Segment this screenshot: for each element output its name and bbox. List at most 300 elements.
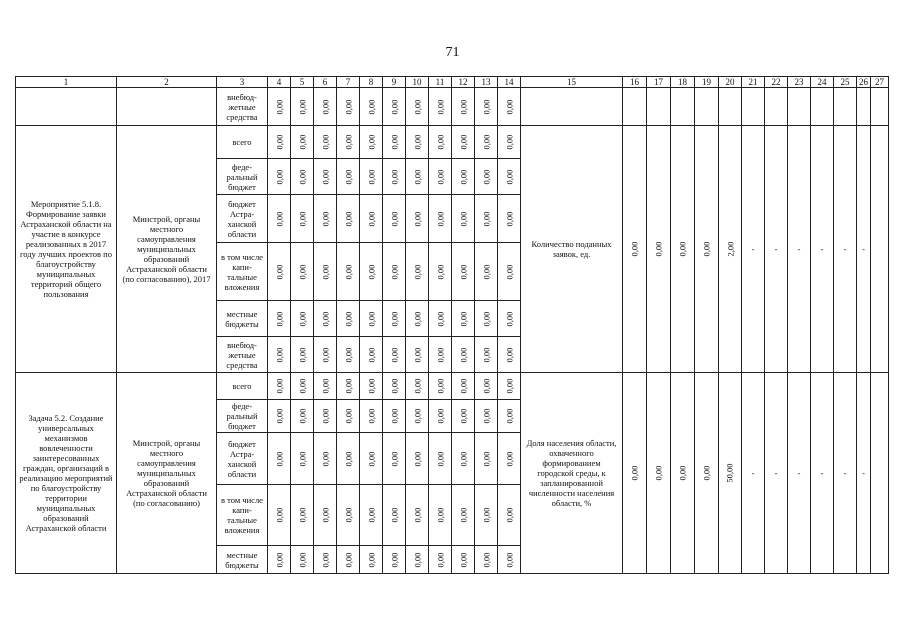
value-cell <box>268 337 291 373</box>
value-zero: 0,00 <box>389 451 399 466</box>
value-zero: 0,00 <box>458 264 468 279</box>
dash-mark: - <box>843 468 847 478</box>
value-cell <box>429 337 452 373</box>
row-type <box>217 195 268 243</box>
value-cell <box>498 485 521 546</box>
value-zero: 0,00 <box>435 311 445 326</box>
value-zero: 0,00 <box>481 507 491 523</box>
dash-cell <box>857 373 871 574</box>
value-zero: 0,00 <box>320 211 330 226</box>
value-zero: 0,00 <box>458 347 468 362</box>
target-cell <box>623 373 647 574</box>
value-cell <box>498 433 521 485</box>
value-cell <box>383 243 406 301</box>
value-cell <box>475 485 498 546</box>
value-cell <box>383 195 406 243</box>
value-zero: 0,00 <box>297 378 307 394</box>
value-cell <box>314 301 337 337</box>
value-zero: 0,00 <box>504 378 514 394</box>
value-cell <box>337 337 360 373</box>
value-zero: 0,00 <box>297 99 307 114</box>
value-zero: 0,00 <box>343 311 353 326</box>
value-cell <box>268 301 291 337</box>
dash-mark: - <box>774 244 778 254</box>
target-cell <box>647 126 671 373</box>
value-cell <box>452 337 475 373</box>
value-zero: 0,00 <box>343 378 353 394</box>
value-cell <box>475 195 498 243</box>
value-zero: 0,00 <box>320 347 330 362</box>
value-cell <box>314 337 337 373</box>
row-type <box>217 373 268 400</box>
row-type <box>217 159 268 195</box>
value-cell <box>360 243 383 301</box>
value-cell <box>475 433 498 485</box>
table-row <box>16 88 889 126</box>
value-cell <box>429 400 452 433</box>
value-zero: 0,00 <box>297 347 307 362</box>
value-cell <box>291 373 314 400</box>
row-type-label: в том числе капи-тальные вложения <box>221 495 263 535</box>
target-cell <box>647 373 671 574</box>
value-cell <box>406 301 429 337</box>
indicator-text: Количество поданных заявок, ед. <box>531 239 612 259</box>
activity-text: Мероприятие 5.1.8. Формирование заявки Астраханской области на участие в конкурсе реализованных в 2017 году лучших проектов по благоустройству муниципальных территорий общего пользования <box>20 199 112 299</box>
target-value: 0,00 <box>701 465 712 481</box>
value-cell <box>452 88 475 126</box>
value-zero: 0,00 <box>274 134 284 150</box>
value-zero: 0,00 <box>435 347 445 362</box>
value-cell <box>452 243 475 301</box>
empty-cell <box>871 373 889 574</box>
column-header: 18 <box>671 77 695 88</box>
value-cell <box>337 88 360 126</box>
value-cell <box>291 485 314 546</box>
dash-mark: - <box>843 244 847 254</box>
value-cell <box>383 485 406 546</box>
column-header: 9 <box>383 77 406 88</box>
value-zero: 0,00 <box>297 264 307 279</box>
dash-cell <box>788 126 811 373</box>
column-header: 14 <box>498 77 521 88</box>
value-zero: 0,00 <box>435 211 445 226</box>
column-header: 23 <box>788 77 811 88</box>
value-cell <box>268 243 291 301</box>
empty-cell <box>857 88 871 126</box>
value-zero: 0,00 <box>481 451 491 466</box>
value-cell <box>314 485 337 546</box>
value-zero: 0,00 <box>274 378 284 394</box>
value-zero: 0,00 <box>435 264 445 279</box>
column-header: 15 <box>521 77 623 88</box>
value-zero: 0,00 <box>458 99 468 114</box>
value-cell <box>268 88 291 126</box>
column-header: 22 <box>765 77 788 88</box>
value-cell <box>268 433 291 485</box>
empty-cell <box>623 88 647 126</box>
value-zero: 0,00 <box>297 507 307 523</box>
value-zero: 0,00 <box>366 169 376 184</box>
value-zero: 0,00 <box>320 134 330 150</box>
value-cell <box>314 373 337 400</box>
value-zero: 0,00 <box>481 169 491 184</box>
value-cell <box>498 195 521 243</box>
value-cell <box>383 301 406 337</box>
dash-mark: - <box>862 468 865 478</box>
value-zero: 0,00 <box>366 99 376 114</box>
value-cell <box>383 126 406 159</box>
dash-cell <box>857 126 871 373</box>
value-cell <box>291 126 314 159</box>
dash-cell <box>742 373 765 574</box>
target-value: 0,00 <box>701 241 712 257</box>
value-zero: 0,00 <box>458 378 468 394</box>
value-cell <box>475 546 498 574</box>
value-zero: 0,00 <box>366 451 376 466</box>
value-cell <box>475 88 498 126</box>
value-zero: 0,00 <box>504 99 514 114</box>
value-cell <box>406 195 429 243</box>
empty-cell <box>765 88 788 126</box>
column-header: 12 <box>452 77 475 88</box>
value-cell <box>360 301 383 337</box>
column-header: 4 <box>268 77 291 88</box>
value-cell <box>360 88 383 126</box>
empty-cell <box>871 88 889 126</box>
executor-text: Минстрой, органы местного самоуправления муниципальных образований Астраханской области (по согласованию) <box>126 438 207 508</box>
value-zero: 0,00 <box>389 552 399 567</box>
value-zero: 0,00 <box>320 169 330 184</box>
target-value: 0,00 <box>653 241 664 257</box>
value-zero: 0,00 <box>504 507 514 523</box>
value-zero: 0,00 <box>343 134 353 150</box>
value-zero: 0,00 <box>435 507 445 523</box>
budget-table <box>15 76 889 574</box>
value-zero: 0,00 <box>320 264 330 279</box>
row-type <box>217 546 268 574</box>
value-zero: 0,00 <box>343 347 353 362</box>
value-cell <box>429 485 452 546</box>
value-zero: 0,00 <box>481 264 491 279</box>
dash-mark: - <box>751 468 755 478</box>
dash-cell <box>811 373 834 574</box>
value-zero: 0,00 <box>481 134 491 150</box>
column-header: 11 <box>429 77 452 88</box>
value-cell <box>452 159 475 195</box>
value-cell <box>429 433 452 485</box>
value-cell <box>498 88 521 126</box>
value-cell <box>452 373 475 400</box>
row-type <box>217 433 268 485</box>
value-zero: 0,00 <box>389 408 399 424</box>
value-zero: 0,00 <box>412 311 422 326</box>
dash-mark: - <box>797 244 801 254</box>
row-type-label: местные бюджеты <box>225 308 259 329</box>
empty-cell <box>811 88 834 126</box>
value-zero: 0,00 <box>412 408 422 424</box>
value-cell <box>291 301 314 337</box>
executor-cell <box>117 126 217 373</box>
value-cell <box>291 433 314 485</box>
value-zero: 0,00 <box>343 211 353 226</box>
value-cell <box>452 485 475 546</box>
activity-cell <box>16 126 117 373</box>
value-cell <box>406 126 429 159</box>
value-zero: 0,00 <box>297 552 307 567</box>
target-value: 0,00 <box>677 241 688 257</box>
value-cell <box>268 126 291 159</box>
row-type-label: феде-ральный бюджет <box>226 161 258 192</box>
value-cell <box>406 433 429 485</box>
value-cell <box>498 337 521 373</box>
value-zero: 0,00 <box>412 169 422 184</box>
row-type-label: внебюд-жетные средства <box>226 91 258 122</box>
value-zero: 0,00 <box>458 311 468 326</box>
value-zero: 0,00 <box>435 451 445 466</box>
value-cell <box>360 195 383 243</box>
value-cell <box>337 373 360 400</box>
value-zero: 0,00 <box>366 311 376 326</box>
value-zero: 0,00 <box>435 552 445 567</box>
value-cell <box>498 126 521 159</box>
value-zero: 0,00 <box>343 408 353 424</box>
value-zero: 0,00 <box>366 134 376 150</box>
indicator-cell <box>521 373 623 574</box>
value-zero: 0,00 <box>320 507 330 523</box>
column-header: 1 <box>16 77 117 88</box>
value-cell <box>383 88 406 126</box>
row-type <box>217 485 268 546</box>
value-cell <box>475 126 498 159</box>
value-cell <box>314 159 337 195</box>
value-zero: 0,00 <box>504 134 514 150</box>
dash-cell <box>834 126 857 373</box>
target-value: 0,00 <box>653 465 664 481</box>
empty-cell <box>834 88 857 126</box>
target-cell <box>695 126 719 373</box>
value-cell <box>429 126 452 159</box>
target-value: 50,00 <box>725 463 735 483</box>
dash-mark: - <box>751 244 755 254</box>
value-zero: 0,00 <box>297 408 307 424</box>
value-cell <box>498 301 521 337</box>
value-zero: 0,00 <box>366 264 376 279</box>
value-zero: 0,00 <box>412 378 422 394</box>
header-row <box>16 77 889 88</box>
value-zero: 0,00 <box>274 169 284 184</box>
value-zero: 0,00 <box>458 408 468 424</box>
empty-cell <box>788 88 811 126</box>
target-cell <box>671 373 695 574</box>
value-zero: 0,00 <box>320 552 330 567</box>
value-cell <box>475 337 498 373</box>
value-zero: 0,00 <box>481 378 491 394</box>
column-header: 16 <box>623 77 647 88</box>
dash-cell <box>765 126 788 373</box>
value-cell <box>406 373 429 400</box>
value-cell <box>452 301 475 337</box>
value-cell <box>429 546 452 574</box>
value-cell <box>268 159 291 195</box>
value-zero: 0,00 <box>274 311 284 326</box>
value-cell <box>337 301 360 337</box>
table-row <box>16 126 889 159</box>
value-cell <box>337 195 360 243</box>
value-cell <box>337 159 360 195</box>
value-cell <box>429 243 452 301</box>
value-zero: 0,00 <box>412 134 422 150</box>
column-header: 24 <box>811 77 834 88</box>
row-type-label: феде-ральный бюджет <box>226 401 258 431</box>
column-header: 3 <box>217 77 268 88</box>
value-cell <box>383 373 406 400</box>
activity-text: Задача 5.2. Создание универсальных механизмов вовлеченности заинтересованных граждан, организаций в реализацию мероприятий по благоустройству территории муниципальных образований Астраханской области <box>19 413 113 533</box>
value-cell <box>337 400 360 433</box>
value-cell <box>360 400 383 433</box>
value-zero: 0,00 <box>274 211 284 226</box>
value-cell <box>406 485 429 546</box>
value-zero: 0,00 <box>389 134 399 150</box>
value-zero: 0,00 <box>481 211 491 226</box>
value-zero: 0,00 <box>320 99 330 114</box>
target-cell <box>695 373 719 574</box>
row-type <box>217 126 268 159</box>
value-zero: 0,00 <box>481 311 491 326</box>
value-cell <box>498 243 521 301</box>
column-header: 26 <box>857 77 871 88</box>
value-cell <box>406 337 429 373</box>
value-zero: 0,00 <box>343 552 353 567</box>
empty-cell <box>647 88 671 126</box>
value-cell <box>360 373 383 400</box>
value-zero: 0,00 <box>274 408 284 424</box>
value-zero: 0,00 <box>366 507 376 523</box>
column-header: 6 <box>314 77 337 88</box>
value-cell <box>314 400 337 433</box>
dash-cell <box>834 373 857 574</box>
value-cell <box>475 400 498 433</box>
value-zero: 0,00 <box>458 211 468 226</box>
value-cell <box>337 546 360 574</box>
value-cell <box>291 195 314 243</box>
column-header: 2 <box>117 77 217 88</box>
row-type-label: в том числе капи-тальные вложения <box>221 251 263 292</box>
value-zero: 0,00 <box>504 552 514 567</box>
column-header: 25 <box>834 77 857 88</box>
value-zero: 0,00 <box>389 264 399 279</box>
dash-mark: - <box>820 244 824 254</box>
column-header: 5 <box>291 77 314 88</box>
value-cell <box>314 88 337 126</box>
value-zero: 0,00 <box>458 134 468 150</box>
value-zero: 0,00 <box>504 408 514 424</box>
value-zero: 0,00 <box>343 264 353 279</box>
value-cell <box>291 88 314 126</box>
value-cell <box>475 373 498 400</box>
value-zero: 0,00 <box>366 408 376 424</box>
value-cell <box>291 159 314 195</box>
value-zero: 0,00 <box>412 264 422 279</box>
value-cell <box>383 400 406 433</box>
value-cell <box>337 485 360 546</box>
value-cell <box>383 546 406 574</box>
row-type <box>217 400 268 433</box>
empty-cell <box>16 88 117 126</box>
value-cell <box>406 546 429 574</box>
value-cell <box>360 337 383 373</box>
value-zero: 0,00 <box>297 451 307 466</box>
value-cell <box>406 400 429 433</box>
value-zero: 0,00 <box>366 552 376 567</box>
value-zero: 0,00 <box>389 99 399 114</box>
value-cell <box>383 337 406 373</box>
column-header: 8 <box>360 77 383 88</box>
value-cell <box>268 546 291 574</box>
value-zero: 0,00 <box>435 378 445 394</box>
row-type <box>217 337 268 373</box>
value-zero: 0,00 <box>274 552 284 567</box>
value-zero: 0,00 <box>320 451 330 466</box>
indicator-cell <box>521 126 623 373</box>
target-cell <box>623 126 647 373</box>
dash-cell <box>765 373 788 574</box>
value-zero: 0,00 <box>504 264 514 279</box>
value-zero: 0,00 <box>435 134 445 150</box>
value-cell <box>268 400 291 433</box>
value-zero: 0,00 <box>297 134 307 150</box>
target-value: 0,00 <box>629 465 640 481</box>
row-type-label: бюджет Астра-ханской области <box>227 198 257 239</box>
empty-cell <box>671 88 695 126</box>
value-zero: 0,00 <box>320 311 330 326</box>
value-zero: 0,00 <box>366 378 376 394</box>
empty-cell <box>521 88 623 126</box>
value-cell <box>268 485 291 546</box>
value-cell <box>475 301 498 337</box>
value-cell <box>337 243 360 301</box>
value-cell <box>498 400 521 433</box>
value-zero: 0,00 <box>389 347 399 362</box>
value-cell <box>475 243 498 301</box>
value-zero: 0,00 <box>366 211 376 226</box>
value-zero: 0,00 <box>504 451 514 466</box>
value-cell <box>406 159 429 195</box>
activity-cell <box>16 373 117 574</box>
row-type <box>217 301 268 337</box>
column-header: 10 <box>406 77 429 88</box>
value-cell <box>314 546 337 574</box>
value-zero: 0,00 <box>458 507 468 523</box>
page-number: 71 <box>445 45 460 60</box>
value-zero: 0,00 <box>274 451 284 466</box>
column-header: 27 <box>871 77 889 88</box>
target-cell <box>719 126 742 373</box>
value-cell <box>429 195 452 243</box>
value-cell <box>475 159 498 195</box>
column-header: 21 <box>742 77 765 88</box>
value-cell <box>452 195 475 243</box>
target-value: 0,00 <box>677 465 688 481</box>
value-zero: 0,00 <box>297 211 307 226</box>
row-type <box>217 88 268 126</box>
dash-cell <box>788 373 811 574</box>
dash-mark: - <box>797 468 801 478</box>
value-cell <box>360 126 383 159</box>
empty-cell <box>742 88 765 126</box>
value-cell <box>314 433 337 485</box>
value-cell <box>337 433 360 485</box>
target-value: 2,00 <box>725 241 735 257</box>
